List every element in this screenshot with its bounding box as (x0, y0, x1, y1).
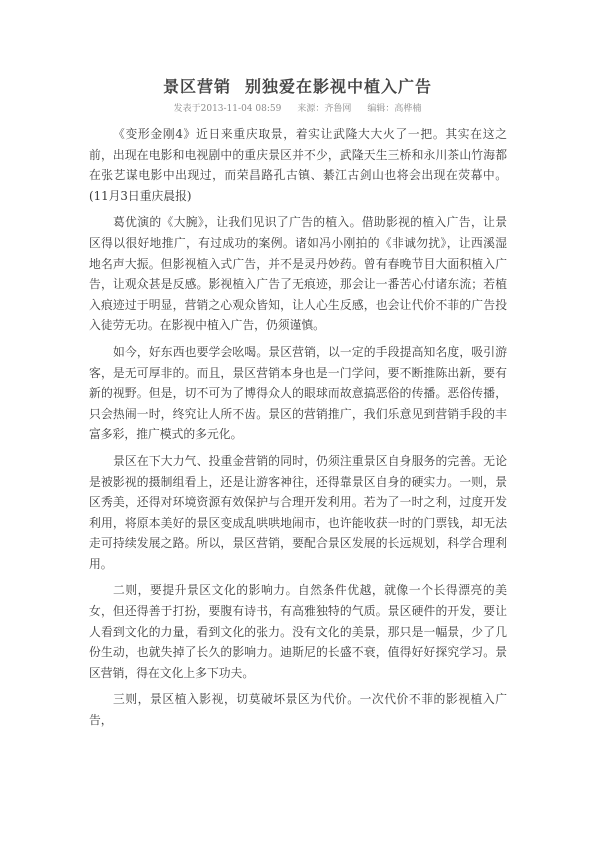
article-title (0, 74, 595, 97)
paragraph-4: 景区在下大力气、投重金营销的同时，仍须注重景区自身服务的完善。无论是被影视的摄制组看上，还是让游客神往，还得靠景区自身的硬实力。一则，景区秀美，还得对环境资源有效保护与合理开发利用。若为了一时之利，过度开发利用，将原本美好的景区变成乱哄哄地闹市，也许能收获一时的门票钱，却无法走可持续发展之路。所以，景区营销，要配合景区发展的长远规划，科学合理利用。 (89, 453, 507, 571)
paragraph-1: 《变形金刚4》近日来重庆取景，着实让武隆大大火了一把。其实在这之前，出现在电影和电视剧中的重庆景区并不少，武隆天生三桥和永川茶山竹海都在张艺谋电影中出现过，而荣昌路孔古镇、綦江古剑山也将会出现在荧幕中。(11月3日重庆晨报) (89, 127, 507, 203)
paragraph-2: 葛优演的《大腕》，让我们见识了广告的植入。借助影视的植入广告，让景区得以很好地推广，有过成功的案例。诸如冯小刚拍的《非诚勿扰》，让西溪湿地名声大振。但影视植入式广告，并不是灵丹妙药。曾有春晚节目大面积植入广告，让观众甚是反感。影视植入广告了无痕迹，那会让一番苦心付诸东流；若植入痕迹过于明显，营销之心观众皆知，让人心生反感，也会让代价不菲的广告投入徒劳无功。在影视中植入广告，仍须谨慎。 (89, 215, 507, 333)
article-source: 来源：齐鲁网 (297, 104, 352, 114)
paragraph-5: 二则，要提升景区文化的影响力。自然条件优越，就像一个长得漂亮的美女，但还得善于打扮，要腹有诗书，有高雅独特的气质。景区硬件的开发，要让人看到文化的力量，看到文化的张力。没有文化的美景，那只是一幅景，少了几份生动，也就失掉了长久的影响力。迪斯尼的长盛不衰，值得好好探究学习。景区营销，得在文化上多下功夫。 (89, 583, 507, 680)
article-title-part-2: 别独爱在影视中植入广告 (245, 77, 433, 96)
article-editor: 编辑：高桦楠 (367, 104, 422, 114)
article-meta (0, 101, 595, 114)
publish-date: 发表于2013-11-04 08:59 (173, 104, 282, 114)
paragraph-3: 如今，好东西也要学会吆喝。景区营销，以一定的手段提高知名度，吸引游客，是无可厚非的。而且，景区营销本身也是一门学问，要不断推陈出新，要有新的视野。但是，切不可为了博得众人的眼球而故意搞恶俗的传播。恶俗传播，只会热闹一时，终究让人所不齿。景区的营销推广，我们乐意见到营销手段的丰富多彩，推广模式的多元化。 (89, 344, 507, 442)
article-body (89, 124, 507, 737)
article-title-part-1: 景区营销 (162, 77, 231, 96)
paragraph-6: 三则，景区植入影视，切莫破坏景区为代价。一次代价不菲的影视植入广告， (89, 692, 507, 728)
